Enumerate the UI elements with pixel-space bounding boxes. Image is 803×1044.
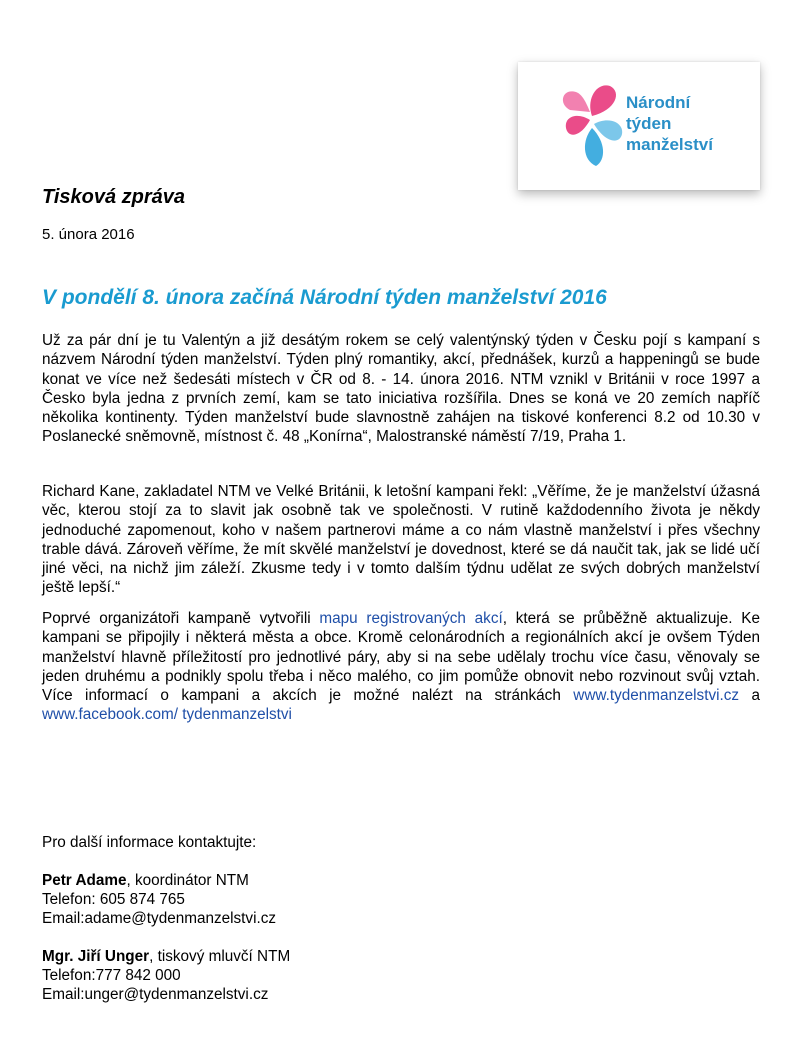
hearts-logo-icon <box>560 76 626 176</box>
contact-email[interactable]: Email:unger@tydenmanzelstvi.cz <box>42 986 269 1003</box>
press-release-date: 5. února 2016 <box>42 226 135 243</box>
paragraph-intro: Už za pár dní je tu Valentýn a již desátým rokem se celý valentýnský týden v Česku pojí s kampaní s názvem Národní týden manželství. Týden plný romantiky, akcí, přednášek, kurzů a happeningů se bude konat ve více než šedesáti místech v ČR od 8. - 14. února 2016. NTM vznikl v Británii v roce 1997 a Česko byla jedna z prvních zemí, kam se tato iniciativa rozšířila. Dnes se koná ve 20 zemích napříč několika kontinenty. Týden manželství bude slavnostně zahájen na tiskové konferenci 8.2 od 10.30 v Poslanecké sněmovně, místnost č. 48 „Konírna“, Malostranské náměstí 7/19, Praha 1. <box>42 332 760 446</box>
contact-email[interactable]: Email:adame@tydenmanzelstvi.cz <box>42 910 277 927</box>
logo-line: Národní <box>626 93 691 112</box>
contact-person-2 <box>42 947 290 966</box>
logo-line: manželství <box>626 135 713 154</box>
logo-wordmark <box>626 92 713 155</box>
facebook-link[interactable]: www.facebook.com/ tydenmanzelstvi <box>42 706 292 724</box>
logo-line: týden <box>626 114 672 133</box>
contact-role: , tiskový mluvčí NTM <box>149 948 291 965</box>
contact-role: , koordinátor NTM <box>126 872 249 889</box>
contact-intro: Pro další informace kontaktujte: <box>42 834 257 851</box>
contact-block <box>42 833 290 1004</box>
contact-phone: Telefon: 605 874 765 <box>42 891 185 908</box>
events-map-link[interactable]: mapu registrovaných akcí <box>319 610 503 627</box>
text-run: Poprvé organizátoři kampaně vytvořili <box>42 610 320 627</box>
contact-person-1 <box>42 871 290 890</box>
website-link[interactable]: www.tydenmanzelstvi.cz <box>573 687 740 705</box>
contact-name: Petr Adame <box>42 872 127 889</box>
headline: V pondělí 8. února začíná Národní týden manželství 2016 <box>42 286 607 309</box>
contact-name: Mgr. Jiří Unger <box>42 948 150 965</box>
document-type: Tisková zpráva <box>42 186 186 208</box>
text-run: a <box>739 687 761 705</box>
text-run: , která se průběžně aktualizuje. Ke kampani se připojily i některá města a obce. Kromě celonárodních a regionálních akcí je ovšem Týden manželství hlavně příležitostí pro jednotlivé páry, aby si na sebe udělaly trochu více času, věnovaly se jeden druhému a podnikly spolu třeba i něco malého, co jim pomůže obnovit nebo rozvinout svůj vztah. Více informací o kampani a akcích je možné nalézt na stránkách <box>42 610 760 705</box>
logo <box>518 62 760 190</box>
contact-phone: Telefon:777 842 000 <box>42 967 181 984</box>
paragraph-info <box>42 609 760 725</box>
paragraph-quote: Richard Kane, zakladatel NTM ve Velké Británii, k letošní kampani řekl: „Věříme, že je manželství úžasná věc, kterou stojí za to slavit jak osobně tak ve společnosti. V rutině každodenního života je někdy jednoduché zapomenout, koho v našem partnerovi máme a co nám vlastně manželství i přes všechny trable dává. Zároveň věříme, že mít skvělé manželství je dovednost, které se dá naučit tak, jak se lidé učí jiné věci, na nichž jim záleží. Zkusme tedy i v tomto dalším týdnu udělat ze svých dobrých manželství ještě lepší.“ <box>42 483 760 597</box>
